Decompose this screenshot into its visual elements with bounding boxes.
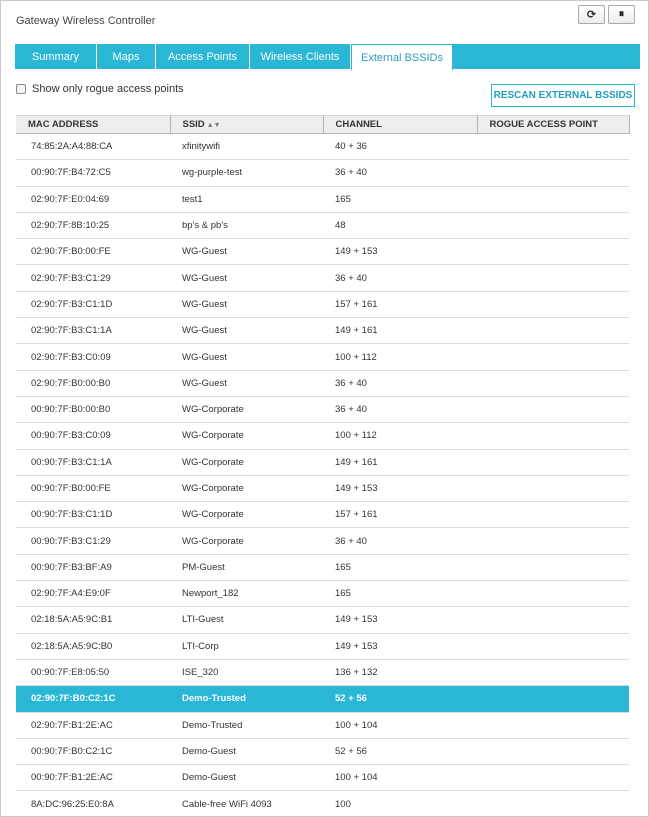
channel-cell: 149 + 153 [323, 239, 477, 265]
table-row[interactable] [16, 502, 629, 528]
mac-address-cell: 00:90:7F:B3:C1:29 [16, 528, 170, 554]
ssid-cell: bp's & pb's [170, 212, 323, 238]
ssid-cell: PM-Guest [170, 554, 323, 580]
table-row[interactable] [16, 633, 629, 659]
ssid-cell: WG-Corporate [170, 423, 323, 449]
mac-address-cell: 74:85:2A:A4:88:CA [16, 134, 170, 160]
table-row[interactable] [16, 581, 629, 607]
mac-address-cell: 02:90:7F:A4:E9:0F [16, 581, 170, 607]
tab-external-bssids[interactable]: External BSSIDs [351, 44, 453, 70]
mac-address-cell: 00:90:7F:E8:05:50 [16, 659, 170, 685]
rogue-access-point-cell [477, 134, 629, 160]
mac-address-cell: 02:90:7F:8B:10:25 [16, 212, 170, 238]
channel-cell: 149 + 153 [323, 475, 477, 501]
table-row[interactable] [16, 449, 629, 475]
mac-address-cell: 02:18:5A:A5:9C:B1 [16, 607, 170, 633]
column-header-channel[interactable]: CHANNEL [323, 116, 477, 134]
mac-address-cell: 00:90:7F:B0:00:FE [16, 475, 170, 501]
ssid-cell: Demo-Trusted [170, 712, 323, 738]
table-row[interactable] [16, 265, 629, 291]
tab-bar [15, 44, 640, 69]
tab-maps[interactable]: Maps [97, 44, 156, 69]
mac-address-cell: 02:90:7F:B1:2E:AC [16, 712, 170, 738]
rogue-access-point-cell [477, 475, 629, 501]
rogue-access-point-cell [477, 291, 629, 317]
mac-address-cell: 00:90:7F:B3:BF:A9 [16, 554, 170, 580]
table-row[interactable] [16, 318, 629, 344]
channel-cell: 100 + 104 [323, 765, 477, 791]
rogue-access-point-cell [477, 212, 629, 238]
table-row[interactable] [16, 686, 629, 712]
column-header-ssid[interactable]: SSID ▲▼ [170, 116, 323, 134]
channel-cell: 149 + 161 [323, 318, 477, 344]
ssid-cell: WG-Guest [170, 318, 323, 344]
pause-icon[interactable]: ⏸ [608, 5, 635, 24]
rogue-access-point-cell [477, 160, 629, 186]
table-row[interactable] [16, 160, 629, 186]
mac-address-cell: 02:90:7F:B3:C1:1A [16, 318, 170, 344]
channel-cell: 149 + 153 [323, 607, 477, 633]
mac-address-cell: 02:90:7F:E0:04:69 [16, 186, 170, 212]
rogue-access-point-cell [477, 712, 629, 738]
ssid-cell: WG-Guest [170, 239, 323, 265]
mac-address-cell: 00:90:7F:B4:72:C5 [16, 160, 170, 186]
channel-cell: 40 + 36 [323, 134, 477, 160]
mac-address-cell: 02:90:7F:B0:00:FE [16, 239, 170, 265]
tab-summary[interactable]: Summary [15, 44, 97, 69]
table-row[interactable] [16, 396, 629, 422]
channel-cell: 136 + 132 [323, 659, 477, 685]
ssid-cell: LTI-Guest [170, 607, 323, 633]
rogue-access-point-cell [477, 370, 629, 396]
table-row[interactable] [16, 239, 629, 265]
rogue-access-point-cell [477, 791, 629, 817]
mac-address-cell: 02:90:7F:B0:C2:1C [16, 686, 170, 712]
ssid-cell: WG-Guest [170, 265, 323, 291]
rogue-access-point-cell [477, 239, 629, 265]
ssid-cell: WG-Corporate [170, 449, 323, 475]
channel-cell: 165 [323, 186, 477, 212]
mac-address-cell: 02:18:5A:A5:9C:B0 [16, 633, 170, 659]
channel-cell: 157 + 161 [323, 291, 477, 317]
channel-cell: 149 + 153 [323, 633, 477, 659]
channel-cell: 36 + 40 [323, 160, 477, 186]
channel-cell: 149 + 161 [323, 449, 477, 475]
rogue-access-point-cell [477, 502, 629, 528]
ssid-cell: Demo-Guest [170, 765, 323, 791]
rogue-access-point-cell [477, 396, 629, 422]
refresh-icon[interactable]: ⟳ [578, 5, 605, 24]
channel-cell: 100 [323, 791, 477, 817]
channel-cell: 100 + 112 [323, 423, 477, 449]
table-body [16, 134, 629, 817]
channel-cell: 36 + 40 [323, 265, 477, 291]
table-row[interactable] [16, 212, 629, 238]
table-row[interactable] [16, 659, 629, 685]
channel-cell: 165 [323, 554, 477, 580]
ssid-cell: wg-purple-test [170, 160, 323, 186]
table-row[interactable] [16, 344, 629, 370]
rogue-filter[interactable] [16, 83, 184, 95]
ssid-cell: test1 [170, 186, 323, 212]
ssid-cell: xfinitywifi [170, 134, 323, 160]
column-header-rogue-access-point[interactable]: ROGUE ACCESS POINT [477, 116, 629, 134]
mac-address-cell: 8A:DC:96:25:E0:8A [16, 791, 170, 817]
ssid-cell: ISE_320 [170, 659, 323, 685]
rogue-access-point-cell [477, 265, 629, 291]
channel-cell: 48 [323, 212, 477, 238]
table-row[interactable] [16, 291, 629, 317]
channel-cell: 52 + 56 [323, 686, 477, 712]
rogue-access-point-cell [477, 528, 629, 554]
ssid-cell: Demo-Guest [170, 738, 323, 764]
rogue-access-point-cell [477, 554, 629, 580]
rogue-access-point-cell [477, 765, 629, 791]
ssid-cell: WG-Corporate [170, 475, 323, 501]
tab-access-points[interactable]: Access Points [156, 44, 250, 69]
table-row[interactable] [16, 554, 629, 580]
column-header-mac-address[interactable]: MAC ADDRESS [16, 116, 170, 134]
ssid-cell: Newport_182 [170, 581, 323, 607]
table-row[interactable] [16, 423, 629, 449]
channel-cell: 100 + 104 [323, 712, 477, 738]
ssid-cell: Demo-Trusted [170, 686, 323, 712]
rogue-access-point-cell [477, 581, 629, 607]
table-row[interactable] [16, 791, 629, 817]
ssid-cell: LTI-Corp [170, 633, 323, 659]
ssid-cell: WG-Corporate [170, 528, 323, 554]
rogue-access-point-cell [477, 449, 629, 475]
channel-cell: 52 + 56 [323, 738, 477, 764]
table-row[interactable] [16, 738, 629, 764]
mac-address-cell: 02:90:7F:B0:00:B0 [16, 370, 170, 396]
ssid-cell: WG-Guest [170, 370, 323, 396]
window-controls [578, 5, 635, 24]
channel-cell: 36 + 40 [323, 528, 477, 554]
channel-cell: 36 + 40 [323, 370, 477, 396]
channel-cell: 100 + 112 [323, 344, 477, 370]
mac-address-cell: 00:90:7F:B0:00:B0 [16, 396, 170, 422]
table-row[interactable] [16, 134, 629, 160]
rescan-external-bssids-button[interactable]: RESCAN EXTERNAL BSSIDS [491, 84, 635, 107]
tab-wireless-clients[interactable]: Wireless Clients [250, 44, 351, 69]
mac-address-cell: 00:90:7F:B3:C1:1D [16, 502, 170, 528]
ssid-cell: WG-Corporate [170, 502, 323, 528]
sort-icon: ▲▼ [206, 122, 221, 129]
channel-cell: 165 [323, 581, 477, 607]
ssid-cell: Cable-free WiFi 4093 [170, 791, 323, 817]
ssid-cell: WG-Corporate [170, 396, 323, 422]
rogue-access-point-cell [477, 186, 629, 212]
table-row[interactable] [16, 528, 629, 554]
rogue-access-point-cell [477, 686, 629, 712]
table-row[interactable] [16, 475, 629, 501]
ssid-cell: WG-Guest [170, 291, 323, 317]
table-row[interactable] [16, 765, 629, 791]
table-row[interactable] [16, 607, 629, 633]
ssid-cell: WG-Guest [170, 344, 323, 370]
rogue-access-point-cell [477, 344, 629, 370]
rogue-access-point-cell [477, 633, 629, 659]
mac-address-cell: 00:90:7F:B3:C1:1A [16, 449, 170, 475]
rogue-access-point-cell [477, 318, 629, 344]
rogue-access-point-cell [477, 659, 629, 685]
mac-address-cell: 00:90:7F:B3:C0:09 [16, 423, 170, 449]
external-bssids-table [16, 115, 630, 817]
table-header-row [16, 116, 629, 134]
mac-address-cell: 02:90:7F:B3:C0:09 [16, 344, 170, 370]
mac-address-cell: 02:90:7F:B3:C1:29 [16, 265, 170, 291]
mac-address-cell: 02:90:7F:B3:C1:1D [16, 291, 170, 317]
rogue-filter-label: Show only rogue access points [32, 83, 184, 95]
rogue-filter-checkbox[interactable] [16, 84, 26, 94]
mac-address-cell: 00:90:7F:B0:C2:1C [16, 738, 170, 764]
mac-address-cell: 00:90:7F:B1:2E:AC [16, 765, 170, 791]
rogue-access-point-cell [477, 738, 629, 764]
table-row[interactable] [16, 370, 629, 396]
channel-cell: 157 + 161 [323, 502, 477, 528]
rogue-access-point-cell [477, 607, 629, 633]
table-row[interactable] [16, 712, 629, 738]
rogue-access-point-cell [477, 423, 629, 449]
channel-cell: 36 + 40 [323, 396, 477, 422]
window-title: Gateway Wireless Controller [16, 15, 156, 27]
table-row[interactable] [16, 186, 629, 212]
